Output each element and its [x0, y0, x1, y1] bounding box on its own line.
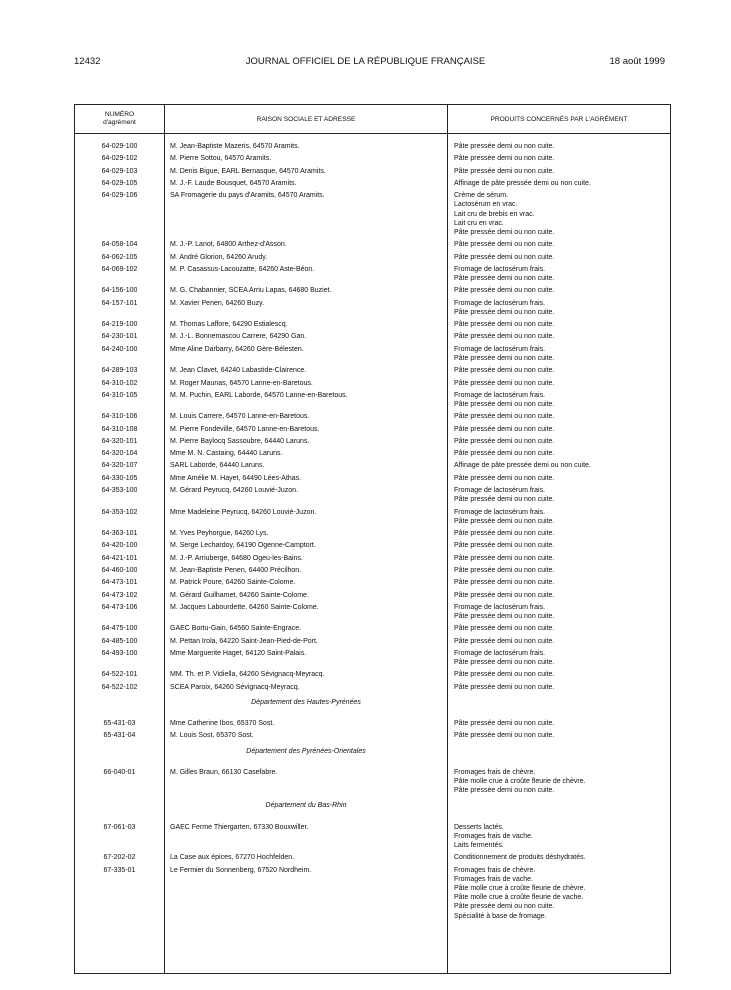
product-item: Fromages frais de vache.	[454, 832, 533, 840]
agrement-number: 64-473-102	[101, 591, 138, 599]
raison-sociale: M. J.-P. Lanot, 64800 Arthez-d'Asson.	[170, 241, 287, 249]
raison-sociale: SA Fromagerie du pays d'Aramits, 64570 Aramits.	[170, 192, 325, 200]
raison-sociale: M. Pierre Sottou, 64570 Aramits.	[170, 155, 272, 163]
raison-sociale: GAEC Bortu-Gain, 64560 Sainte-Engrace.	[170, 625, 302, 633]
table-row	[75, 823, 670, 851]
agrement-number: 64-310-102	[101, 379, 138, 387]
raison-sociale: M. Jean Clavet, 64240 Labastide-Clairence.	[170, 367, 307, 375]
produits-list	[454, 529, 669, 538]
product-item: Fromages frais de chèvre.	[454, 768, 536, 776]
raison-sociale: Mme Marguerite Haget, 64120 Saint-Palais.	[170, 649, 307, 657]
table-row	[75, 554, 670, 563]
table-row	[75, 379, 670, 388]
raison-sociale: Mme Aline Darbarry, 64260 Gère-Bélesten.	[170, 345, 304, 353]
product-item: Crème de sérum.	[454, 192, 509, 200]
table-row	[75, 154, 670, 163]
agrement-number: 64-473-106	[101, 603, 138, 611]
table-row	[75, 142, 670, 151]
agrement-number: 64-320-107	[101, 462, 138, 470]
department-heading: Département des Hautes-Pyrénées	[251, 698, 361, 706]
product-item: Fromages frais de chèvre.	[454, 866, 536, 874]
agrement-number: 64-062-105	[101, 253, 138, 261]
product-item: Affinage de pâte pressée demi ou non cuite.	[454, 179, 591, 187]
agrement-number: 64-240-100	[101, 345, 138, 353]
agrement-number: 64-069-102	[101, 265, 138, 273]
table-row	[75, 486, 670, 504]
product-item: Pâte pressée demi ou non cuite.	[454, 542, 555, 550]
produits-list	[454, 425, 669, 434]
raison-sociale: La Case aux épices, 67270 Hochfelden.	[170, 854, 295, 862]
product-item: Pâte pressée demi ou non cuite.	[454, 903, 555, 911]
raison-sociale: M. J.-L. Bonnemascou Carrere, 64290 Gan.	[170, 333, 307, 341]
agrement-number: 66-040-01	[103, 768, 136, 776]
table-row	[75, 320, 670, 329]
produits-list	[454, 391, 669, 409]
agrement-number: 64-421-101	[101, 554, 138, 562]
product-item: Fromage de lactosérum frais.	[454, 345, 546, 353]
agrement-number: 64-029-105	[101, 179, 138, 187]
product-item: Pâte pressée demi ou non cuite.	[454, 367, 555, 375]
product-item: Pâte pressée demi ou non cuite.	[454, 637, 555, 645]
raison-sociale: M. Gérard Peyrucq, 64260 Louvié-Juzon.	[170, 487, 299, 495]
agrement-number: 64-330-105	[101, 474, 138, 482]
table-row	[75, 179, 670, 188]
agrement-number: 65-431-03	[103, 720, 136, 728]
produits-list	[454, 240, 669, 249]
product-item: Pâte pressée demi ou non cuite.	[454, 401, 555, 409]
produits-list	[454, 541, 669, 550]
produits-list	[454, 191, 669, 237]
product-item: Pâte pressée demi ou non cuite.	[454, 474, 555, 482]
produits-list	[454, 299, 669, 317]
raison-sociale: M. Yves Peyhorgue, 64260 Lys.	[170, 530, 269, 538]
produits-list	[454, 566, 669, 575]
agrement-number: 64-420-100	[101, 542, 138, 550]
table-header	[75, 105, 670, 134]
produits-list	[454, 554, 669, 563]
produits-list	[454, 649, 669, 667]
agrement-number: 64-493-100	[101, 649, 138, 657]
agrement-number: 64-310-106	[101, 413, 138, 421]
agrement-number: 64-029-100	[101, 143, 138, 150]
product-item: Pâte pressée demi ou non cuite.	[454, 379, 555, 387]
product-item: Pâte pressée demi ou non cuite.	[454, 308, 555, 316]
produits-list	[454, 603, 669, 621]
table-row	[75, 461, 670, 470]
table-row	[75, 853, 670, 862]
product-item: Fromages frais de vache.	[454, 875, 533, 883]
product-item: Pâte pressée demi ou non cuite.	[454, 554, 555, 562]
raison-sociale: M. Pettan Irola, 64220 Saint-Jean-Pied-de-Port.	[170, 637, 318, 645]
raison-sociale: M. Gérard Guilhamet, 64260 Sainte-Colome.	[170, 591, 309, 599]
agrement-number: 64-353-102	[101, 508, 138, 516]
produits-list	[454, 320, 669, 329]
produits-list	[454, 265, 669, 283]
publication-date: 18 août 1999	[609, 56, 665, 67]
raison-sociale: Le Fermier du Sonnenberg, 67520 Nordheim.	[170, 866, 312, 874]
produits-list	[454, 167, 669, 176]
agrement-number: 65-431-04	[103, 732, 136, 740]
table-row	[75, 578, 670, 587]
table-row	[75, 637, 670, 646]
raison-sociale: M. G. Chabannier, SCEA Arriu Lapas, 64680 Buziet.	[170, 287, 332, 295]
product-item: Pâte pressée demi ou non cuite.	[454, 720, 555, 728]
agrement-number: 64-460-100	[101, 566, 138, 574]
table-row	[75, 591, 670, 600]
raison-sociale: Mme Madeleine Peyrucq, 64260 Louvié-Juzon.	[170, 508, 317, 516]
agrement-number: 64-219-100	[101, 321, 138, 329]
produits-list	[454, 142, 669, 151]
produits-list	[454, 731, 669, 740]
raison-sociale: Mme Amélie M. Hayet, 64490 Lées-Athas.	[170, 474, 302, 482]
product-item: Pâte pressée demi ou non cuite.	[454, 155, 555, 163]
product-item: Pâte molle crue à croûte fleurie de chèvre.	[454, 778, 586, 785]
raison-sociale: MM. Th. et P. Vidiella, 64260 Sévignacq-Meyracq.	[170, 671, 325, 679]
column-header-numero-line1: NUMÉRO	[104, 111, 135, 118]
produits-list	[454, 253, 669, 262]
raison-sociale: M. Jean-Baptiste Penen, 64400 Précilhon.	[170, 566, 302, 574]
produits-list	[454, 853, 669, 862]
page-number: 12432	[74, 56, 101, 67]
raison-sociale: M. J.-F. Laude Bousquet, 64570 Aramits.	[170, 179, 297, 187]
table-row	[75, 649, 670, 667]
produits-list	[454, 591, 669, 600]
column-header-numero-line2: d'agrément	[103, 118, 136, 126]
table-row	[75, 332, 670, 341]
agrement-number: 64-289-103	[101, 367, 138, 375]
product-item: Fromage de lactosérum frais.	[454, 299, 546, 307]
product-item: Laits fermentés.	[454, 842, 504, 849]
table-row	[75, 391, 670, 409]
agrement-number: 64-058-104	[101, 241, 138, 249]
produits-list	[454, 474, 669, 483]
produits-list	[454, 345, 669, 363]
produits-list	[454, 437, 669, 446]
product-item: Lait cru en vrac.	[454, 219, 504, 227]
product-item: Pâte molle crue à croûte fleurie de chèvre.	[454, 884, 586, 892]
produits-list	[454, 379, 669, 388]
product-item: Pâte pressée demi ou non cuite.	[454, 732, 555, 740]
table-row	[75, 670, 670, 679]
product-item: Fromage de lactosérum frais.	[454, 265, 546, 273]
table-row	[75, 731, 670, 740]
raison-sociale: M. Xavier Penen, 64260 Buzy.	[170, 299, 265, 307]
agrement-number: 64-029-102	[101, 155, 138, 163]
produits-list	[454, 179, 669, 188]
produits-list	[454, 866, 669, 921]
produits-list	[454, 683, 669, 692]
agrement-number: 64-522-102	[101, 683, 138, 691]
produits-list	[454, 624, 669, 633]
product-item: Pâte pressée demi ou non cuite.	[454, 275, 555, 283]
raison-sociale: M. Thomas Laffore, 64290 Estialescq.	[170, 321, 288, 329]
product-item: Pâte pressée demi ou non cuite.	[454, 354, 555, 362]
raison-sociale: M. Louis Sost, 65370 Sost.	[170, 732, 254, 740]
raison-sociale: Mme Catherine Ibos, 65370 Sost.	[170, 720, 275, 728]
produits-list	[454, 366, 669, 375]
product-item: Conditionnement de produits déshydratés.	[454, 854, 586, 862]
produits-list	[454, 823, 669, 851]
agrement-number: 64-310-108	[101, 425, 138, 433]
product-item: Pâte pressée demi ou non cuite.	[454, 517, 555, 525]
raison-sociale: M. Pierre Fondeville, 64570 Lanne-en-Baretous.	[170, 425, 320, 433]
produits-list	[454, 508, 669, 526]
table-row	[75, 345, 670, 363]
journal-title: JOURNAL OFFICIEL DE LA RÉPUBLIQUE FRANÇAISE	[245, 56, 486, 67]
raison-sociale: SARL Laborde, 64440 Laruns.	[170, 462, 265, 470]
product-item: Pâte pressée demi ou non cuite.	[454, 287, 555, 295]
product-item: Pâte pressée demi ou non cuite.	[454, 450, 555, 458]
department-heading: Département des Pyrénées-Orientales	[246, 747, 366, 755]
agrement-number: 64-156-100	[101, 287, 138, 295]
table-row	[75, 541, 670, 550]
agrement-number: 64-320-104	[101, 450, 138, 458]
product-item: Pâte pressée demi ou non cuite.	[454, 425, 555, 433]
product-item: Spécialité à base de fromage.	[454, 912, 547, 920]
column-header-produits: PRODUITS CONCERNÉS PAR L'AGRÉMENT	[490, 116, 628, 123]
product-item: Fromage de lactosérum frais.	[454, 391, 546, 399]
produits-list	[454, 637, 669, 646]
agrement-number: 64-157-101	[101, 299, 138, 307]
produits-list	[454, 412, 669, 421]
table-row	[75, 603, 670, 621]
raison-sociale: M. Jean-Baptiste Mazeris, 64570 Aramits.	[170, 143, 300, 150]
table-row	[75, 866, 670, 921]
product-item: Pâte pressée demi ou non cuite.	[454, 333, 555, 341]
raison-sociale: SCEA Paroix, 64260 Sévignacq-Meyracq.	[170, 683, 300, 691]
table-row	[75, 412, 670, 421]
agrement-number: 67-202-02	[103, 854, 136, 862]
product-item: Pâte pressée demi ou non cuite.	[454, 143, 555, 150]
agrement-number: 64-029-103	[101, 167, 138, 175]
agrement-number: 64-522-101	[101, 671, 138, 679]
product-item: Pâte pressée demi ou non cuite.	[454, 591, 555, 599]
product-item: Pâte molle crue à croûte fleurie de vache.	[454, 894, 584, 902]
produits-list	[454, 670, 669, 679]
product-item: Pâte pressée demi ou non cuite.	[454, 253, 555, 261]
table-row	[75, 191, 670, 237]
product-item: Pâte pressée demi ou non cuite.	[454, 579, 555, 587]
raison-sociale: M. Denis Bigue, EARL Bernasque, 64570 Aramits.	[170, 167, 326, 175]
raison-sociale: M. Louis Carrere, 64570 Lanne-en-Baretous.	[170, 413, 310, 421]
raison-sociale: M. P. Casassus-Lacouzatte, 64260 Aste-Béon.	[170, 265, 315, 273]
agrement-number: 64-485-100	[101, 637, 138, 645]
raison-sociale: M. Pierre Baylocq Sassoubre, 64440 Laruns.	[170, 437, 310, 445]
product-item: Pâte pressée demi ou non cuite.	[454, 437, 555, 445]
department-heading: Département du Bas-Rhin	[265, 802, 347, 810]
agrement-table	[74, 104, 671, 974]
produits-list	[454, 332, 669, 341]
table-row	[75, 719, 670, 728]
column-header-raison: RAISON SOCIALE ET ADRESSE	[256, 116, 356, 123]
table-row	[75, 474, 670, 483]
agrement-number: 64-353-100	[101, 487, 138, 495]
agrement-number: 64-363-101	[101, 530, 138, 538]
product-item: Pâte pressée demi ou non cuite.	[454, 229, 555, 236]
product-item: Fromage de lactosérum frais.	[454, 487, 546, 495]
product-item: Pâte pressée demi ou non cuite.	[454, 321, 555, 329]
table-row	[75, 529, 670, 538]
produits-list	[454, 461, 669, 470]
table-row	[75, 265, 670, 283]
raison-sociale: M. J.-P. Arriuberge, 64680 Ogeu-les-Bains.	[170, 554, 303, 562]
table-row	[75, 366, 670, 375]
agrement-number: 64-473-101	[101, 579, 138, 587]
product-item: Pâte pressée demi ou non cuite.	[454, 683, 555, 691]
table-row	[75, 240, 670, 249]
raison-sociale: M. André Glorion, 64260 Arudy.	[170, 253, 268, 261]
agrement-number: 64-230-101	[101, 333, 138, 341]
product-item: Fromage de lactosérum frais.	[454, 649, 546, 657]
raison-sociale: M. Gilles Braun, 66130 Casefabre.	[170, 768, 278, 776]
agrement-number: 64-320-101	[101, 437, 138, 445]
produits-list	[454, 449, 669, 458]
raison-sociale: M. Patrick Poure, 64260 Sainte-Colome.	[170, 579, 296, 587]
table-row	[75, 566, 670, 575]
agrement-number: 67-061-03	[103, 823, 136, 831]
product-item: Pâte pressée demi ou non cuite.	[454, 659, 555, 667]
table-row	[75, 286, 670, 295]
product-item: Fromage de lactosérum frais.	[454, 508, 546, 516]
raison-sociale: GAEC Ferme Thiergarten, 67330 Bouxwiller.	[170, 823, 309, 831]
product-item: Pâte pressée demi ou non cuite.	[454, 241, 555, 249]
raison-sociale: Mme M. N. Castaing, 64440 Laruns.	[170, 450, 283, 458]
product-item: Pâte pressée demi ou non cuite.	[454, 787, 555, 795]
product-item: Pâte pressée demi ou non cuite.	[454, 671, 555, 679]
agrement-number: 64-475-100	[101, 625, 138, 633]
product-item: Pâte pressée demi ou non cuite.	[454, 566, 555, 574]
product-item: Lait cru de brebis en vrac.	[454, 210, 535, 218]
produits-list	[454, 719, 669, 728]
table-row	[75, 768, 670, 796]
produits-list	[454, 486, 669, 504]
raison-sociale: M. Jacques Labourdette, 64260 Sainte-Colome.	[170, 603, 319, 611]
table-body	[75, 142, 670, 924]
product-item: Pâte pressée demi ou non cuite.	[454, 625, 555, 633]
product-item: Pâte pressée demi ou non cuite.	[454, 167, 555, 175]
raison-sociale: M. Serge Lechardoy, 64190 Ogenne-Camptort.	[170, 542, 316, 550]
table-row	[75, 508, 670, 526]
table-row	[75, 683, 670, 692]
product-item: Fromage de lactosérum frais.	[454, 603, 546, 611]
column-header-numero	[75, 111, 164, 126]
agrement-number: 64-310-105	[101, 391, 138, 399]
produits-list	[454, 154, 669, 163]
produits-list	[454, 768, 669, 796]
table-row	[75, 253, 670, 262]
product-item: Pâte pressée demi ou non cuite.	[454, 413, 555, 421]
agrement-number: 67-335-01	[103, 866, 136, 874]
table-row	[75, 299, 670, 317]
produits-list	[454, 578, 669, 587]
table-row	[75, 437, 670, 446]
product-item: Lactosérum en vrac.	[454, 201, 518, 209]
table-row	[75, 425, 670, 434]
product-item: Pâte pressée demi ou non cuite.	[454, 496, 555, 504]
product-item: Affinage de pâte pressée demi ou non cuite.	[454, 462, 591, 470]
raison-sociale: M. M. Puchin, EARL Laborde, 64570 Lanne-en-Baretous.	[170, 391, 348, 399]
table-row	[75, 624, 670, 633]
product-item: Pâte pressée demi ou non cuite.	[454, 613, 555, 621]
product-item: Pâte pressée demi ou non cuite.	[454, 530, 555, 538]
table-row	[75, 449, 670, 458]
produits-list	[454, 286, 669, 295]
raison-sociale: M. Roger Maunas, 64570 Lanne-en-Baretous.	[170, 379, 313, 387]
table-row	[75, 167, 670, 176]
agrement-number: 64-029-106	[101, 192, 138, 200]
product-item: Desserts lactés.	[454, 823, 504, 831]
